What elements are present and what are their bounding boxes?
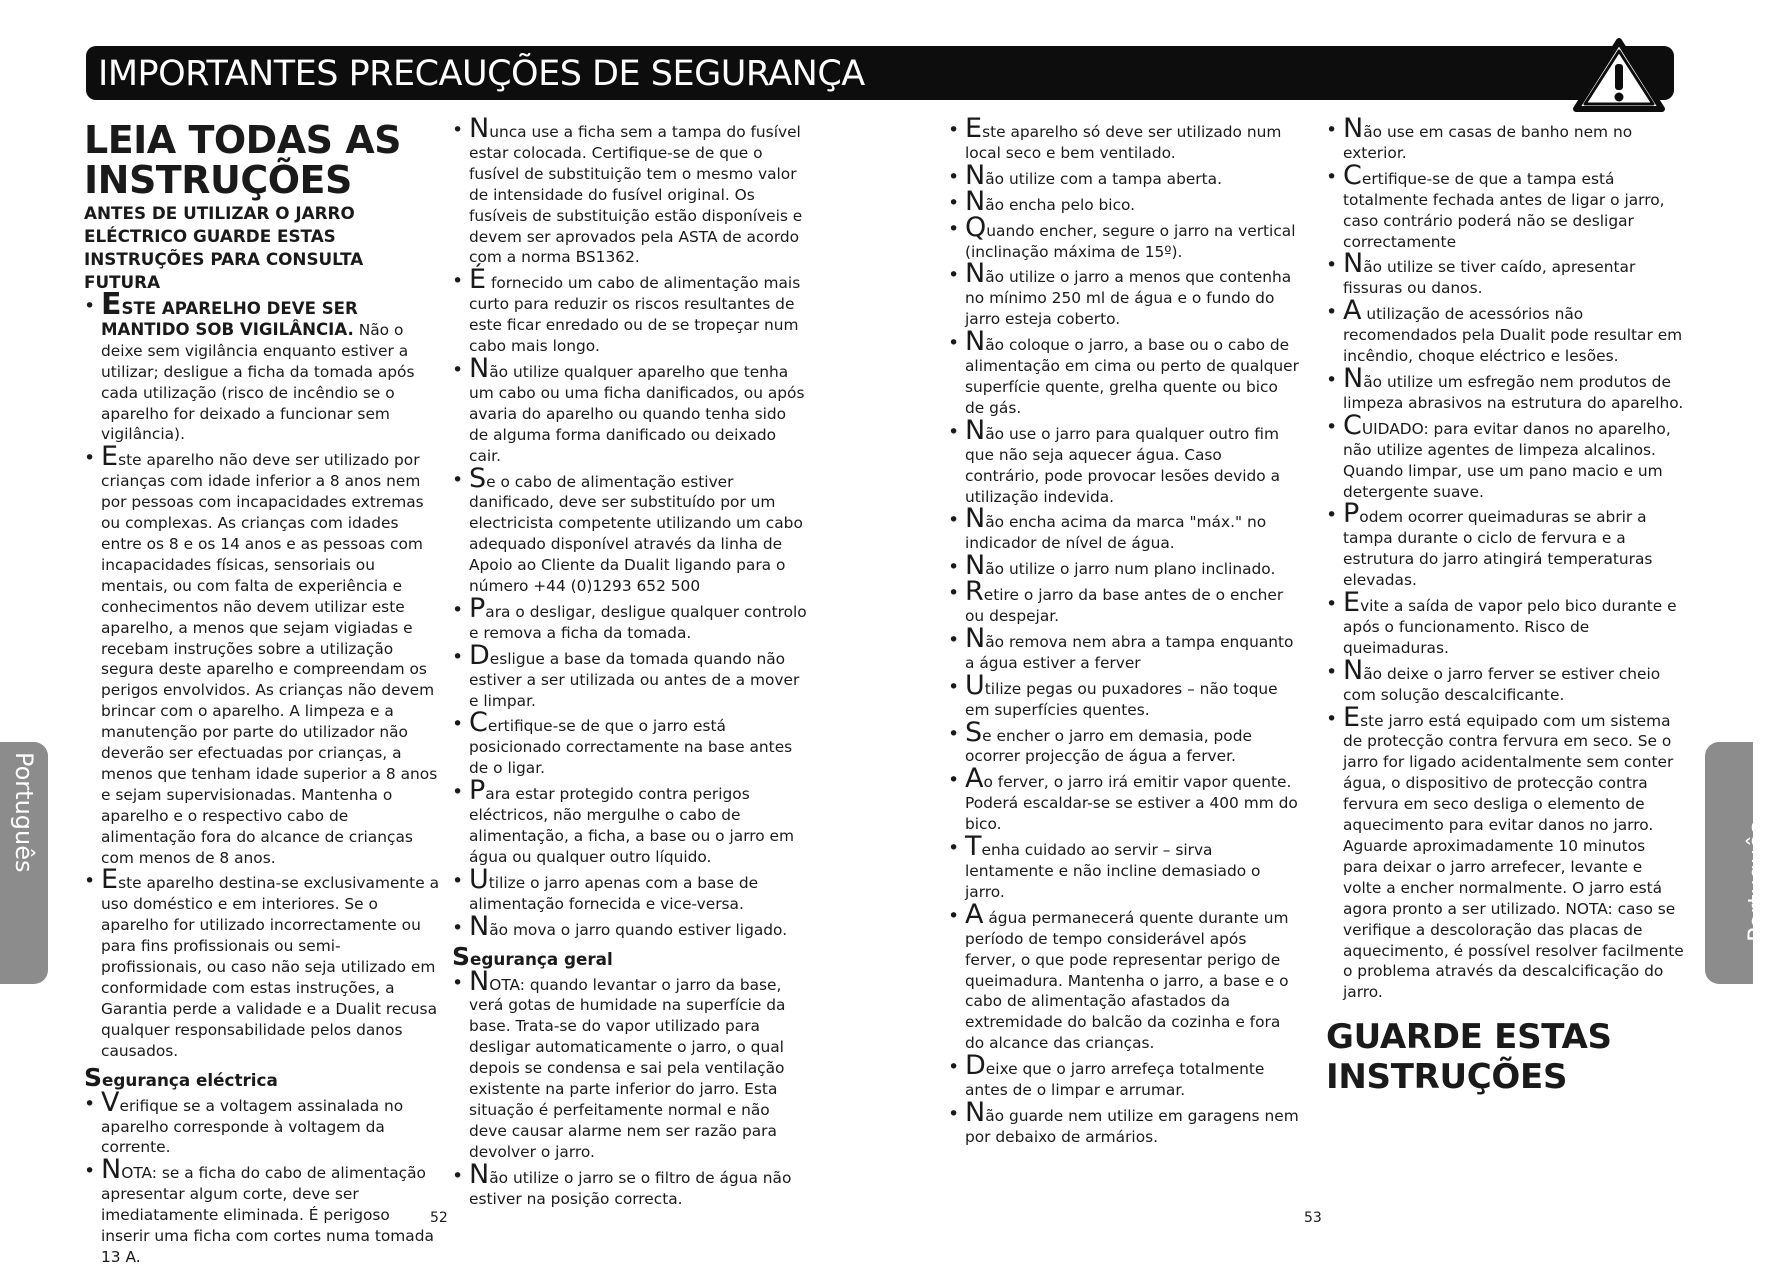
language-tab-left [0, 742, 48, 984]
bullet-icon: • [948, 264, 960, 287]
list-item: • Este aparelho destina-se exclusivamente a uso doméstico e em interiores. Se o aparelho for utilizado incorrectamente ou para fins profissionais ou semi-profissionais, ou caso não seja utilizado em conformidade com estas instruções, a Garantia perde a validade e a Dualit recusa qualquer responsabilidade pelos danos causados. [84, 864, 439, 1060]
bullet-icon: • [1326, 368, 1338, 391]
list [84, 1086, 440, 1268]
bullet-icon: • [948, 332, 960, 355]
list-item: • Não utilize o jarro se o filtro de água não estiver na posição correcta. [452, 1158, 792, 1208]
main-heading: LEIA TODAS AS INSTRUÇÕES [84, 118, 402, 202]
list-item: • NOTA: se a ficha do cabo de alimentação apresentar algum corte, deve ser imediatamente eliminada. É perigoso inserir uma ficha com cortes numa tomada 13 A. [84, 1154, 434, 1266]
list-item: • Certifique-se de que o jarro está posicionado correctamente na base antes de o ligar. [452, 707, 793, 778]
list-item: • Não remova nem abra a tampa enquanto a água estiver a ferver [948, 622, 1294, 672]
list [452, 113, 807, 942]
list-item: • É fornecido um cabo de alimentação mais curto para reduzir os riscos resultantes de este ficar enredado ou de se tropeçar num cabo mais longo. [452, 264, 801, 356]
bullet-icon: • [452, 598, 464, 621]
bullet-icon: • [1326, 660, 1338, 683]
column-3 [948, 113, 1300, 1151]
bullet-icon: • [948, 904, 960, 927]
list-item: • Desligue a base da tomada quando não estiver a ser utilizada ou antes de a mover e limpar. [452, 639, 800, 710]
bullet-icon: • [948, 556, 960, 579]
column-4 [1326, 113, 1684, 1098]
list-item: • Nunca use a ficha sem a tampa do fusível estar colocada. Certifique-se de que o fusível de substituição tem o mesmo valor de intensidade do fusível original. Os fusíveis de substituição estão disponíveis e devem ser aprovados pela ASTA de acordo com a norma BS1362. [452, 113, 803, 267]
section-heading: Segurança eléctrica [84, 1062, 278, 1092]
bullet-icon: • [84, 1160, 96, 1183]
bullet-icon: • [1326, 415, 1338, 438]
list-item: • Verifique se a voltagem assinalada no aparelho corresponde à voltagem da corrente. [84, 1086, 404, 1157]
list-item: • Se encher o jarro em demasia, pode ocorrer projecção de água a ferver. [948, 716, 1252, 766]
list-item: • Não mova o jarro quando estiver ligado. [452, 910, 788, 942]
list-item: • Não utilize o jarro num plano inclinado. [948, 550, 1276, 582]
list-item: • Ao ferver, o jarro irá emitir vapor quente. Poderá escaldar-se se estiver a 400 mm do bico. [948, 763, 1298, 834]
bullet-icon: • [452, 270, 464, 293]
closing-heading: GUARDE ESTAS INSTRUÇÕES [1326, 1017, 1612, 1098]
list-item: • Certifique-se de que a tampa está totalmente fechada antes de ligar o jarro, caso contrário poderá não se desligar correctamente [1326, 159, 1665, 251]
list-item: • Se o cabo de alimentação estiver danificado, deve ser substituído por um electricista competente utilizando um cabo adequado disponível através da linha de Apoio ao Cliente da Dualit ligando para o número +44 (0)1293 652 500 [452, 462, 803, 596]
list [452, 965, 807, 1210]
bullet-icon: • [1326, 165, 1338, 188]
list-item: • Não use em casas de banho nem no exterior. [1326, 113, 1633, 162]
list-item: • CUIDADO: para evitar danos no aparelho, não utilize agentes de limpeza alcalinos. Quando limpar, use um pano macio e um detergente suave. [1326, 409, 1671, 501]
bullet-icon: • [452, 1164, 464, 1187]
bullet-icon: • [1326, 254, 1338, 277]
bullet-icon: • [948, 191, 960, 214]
bullet-icon: • [84, 447, 96, 470]
list-item: • Podem ocorrer queimaduras se abrir a tampa durante o ciclo de fervura e a estrutura do jarro atingirá temperaturas elevadas. [1326, 498, 1653, 590]
bullet-icon: • [452, 971, 464, 994]
bullet-icon: • [452, 358, 464, 381]
list-item: • Não encha acima da marca "máx." no indicador de nível de água. [948, 503, 1267, 553]
bullet-icon: • [84, 1092, 96, 1115]
list-item: • Quando encher, segure o jarro na vertical (inclinação máxima de 15º). [948, 211, 1296, 261]
list-item: • Tenha cuidado ao servir – sirva lentamente e não incline demasiado o jarro. [948, 831, 1261, 901]
list-item: • Não utilize qualquer aparelho que tenha um cabo ou uma ficha danificados, ou após avaria do aparelho ou quando tenha sido de alguma forma danificado ou deixado cair. [452, 352, 805, 465]
bullet-icon: • [948, 769, 960, 792]
list-item: • Este jarro está equipado com um sistema de protecção contra fervura em seco. Se o jarro for ligado acidentalmente sem conter água, o dispositivo de protecção contra fervura em seco desliga o elemento de aquecimento para evitar danos no jarro. Aguarde aproximadamente 10 minutos para deixar o jarro arrefecer, levante e volte a encher normalmente. O jarro está agora pronto a ser utilizado. NOTA: caso se verifique a descoloração das placas de aquecimento, é possível resolver facilmente o problema através da descalcificação do jarro. [1326, 701, 1684, 1002]
bullet-icon: • [948, 1056, 960, 1079]
warning-triangle-icon [1570, 36, 1668, 114]
bullet-icon: • [948, 628, 960, 651]
list-item: • Não coloque o jarro, a base ou o cabo de alimentação em cima ou perto de qualquer superfície quente, grelha quente ou bico de gás. [948, 326, 1299, 417]
bullet-icon: • [948, 722, 960, 745]
list [84, 441, 440, 1061]
bullet-icon: • [84, 295, 96, 317]
bullet-icon: • [948, 582, 960, 605]
bullet-icon: • [948, 837, 960, 860]
language-label: Português [1743, 821, 1771, 942]
bullet-icon: • [948, 217, 960, 240]
bullet-icon: • [1326, 707, 1338, 730]
bullet-icon: • [948, 1102, 960, 1125]
bullet-icon: • [452, 119, 464, 141]
list-item: • Para o desligar, desligue qualquer controlo e remova a ficha da tomada. [452, 592, 807, 642]
list-item: • Utilize pegas ou puxadores – não toque em superfícies quentes. [948, 669, 1278, 719]
bullet-icon: • [452, 713, 464, 736]
sub-heading: ANTES DE UTILIZAR O JARRO ELÉCTRICO GUARDE ESTAS INSTRUÇÕES PARA CONSULTA FUTURA [84, 203, 364, 292]
list-item: • Não utilize com a tampa aberta. [948, 159, 1222, 191]
list-item: • Não utilize o jarro a menos que contenha no mínimo 250 ml de água e o fundo do jarro esteja coberto. [948, 258, 1292, 329]
list-item: • A utilização de acessórios não recomendados pela Dualit pode resultar em incêndio, choque eléctrico e lesões. [1326, 295, 1683, 366]
bullet-icon: • [1326, 593, 1338, 616]
section-heading: Segurança geral [452, 941, 613, 971]
bullet-icon: • [1326, 119, 1338, 141]
bullet-icon: • [948, 119, 960, 141]
list-item: • Não encha pelo bico. [948, 185, 1136, 217]
bullet-icon: • [1326, 504, 1338, 527]
page-title: IMPORTANTES PRECAUÇÕES DE SEGURANÇA [98, 54, 865, 94]
column-2 [452, 113, 807, 1213]
list-item: • Não guarde nem utilize em garagens nem por debaixo de armários. [948, 1096, 1299, 1146]
list-item: • Evite a saída de vapor pelo bico durante e após o funcionamento. Risco de queimaduras. [1326, 587, 1677, 657]
list [948, 113, 1300, 1148]
bullet-icon: • [948, 420, 960, 443]
bullet-icon: • [452, 869, 464, 892]
list-item: • ESTE APARELHO DEVE SER MANTIDO SOB VIGILÂNCIA. Não o deixe sem vigilância enquanto estiver a utilizar; desligue a ficha da tomada após cada utilização (risco de incêndio se o aparelho for deixado a funcionar sem vigilância). [84, 287, 415, 444]
language-tab-right [1705, 742, 1771, 984]
list-item: • Deixe que o jarro arrefeça totalmente antes de o limpar e arrumar. [948, 1050, 1265, 1100]
list-item: • Não utilize se tiver caído, apresentar fissuras ou danos. [1326, 248, 1636, 298]
list-item: • NOTA: quando levantar o jarro da base, verá gotas de humidade na superfície da base. Trata-se do vapor utilizado para desligar automaticamente o jarro, o qual depois se condensa e sai pela ventilação existente na parte inferior do jarro. Esta situação é perfeitamente normal e não deve causar alarme nem ser razão para devolver o jarro. [452, 965, 786, 1161]
bullet-icon: • [452, 645, 464, 668]
page-number: 52 [430, 1210, 448, 1226]
list [1326, 113, 1684, 1003]
list-item: • Para estar protegido contra perigos eléctricos, não mergulhe o cabo de alimentação, a ficha, a base ou o jarro em água ou qualquer outro líquido. [452, 775, 795, 866]
language-label: Português [10, 752, 38, 873]
bullet-icon: • [1326, 301, 1338, 324]
list-item: • Utilize o jarro apenas com a base de alimentação fornecida e vice-versa. [452, 863, 759, 913]
list-item: • Este aparelho só deve ser utilizado num local seco e bem ventilado. [948, 113, 1282, 162]
list-item: • Este aparelho não deve ser utilizado por crianças com idade inferior a 8 anos nem por pessoas com incapacidades extremas ou complexas. As crianças com idades entre os 8 e os 14 anos e as pessoas com incapacidades físicas, sensoriais ou mentais, ou com falta de experiência e conhecimentos não devem utilizar este aparelho, a menos que sejam vigiadas e recebam instruções sobre a utilização segura deste aparelho e compreendam os perigos envolvidos. As crianças não devem brincar com o aparelho. A limpeza e a manutenção por parte do utilizador não deverão ser efectuadas por crianças, a menos que tenham idade superior a 8 anos e sejam supervisionadas. Mantenha o aparelho e o respectivo cabo de alimentação fora do alcance de crianças com menos de 8 anos. [84, 441, 438, 867]
list-item: • A água permanecerá quente durante um período de tempo considerável após ferver, o que pode representar perigo de queimadura. Mantenha o jarro, a base e o cabo de alimentação afastados da extremidade do balcão da cozinha e fora do alcance das crianças. [948, 898, 1289, 1053]
bullet-icon: • [948, 509, 960, 532]
bullet-icon: • [452, 468, 464, 491]
bullet-icon: • [948, 675, 960, 698]
page-number: 53 [1304, 1210, 1322, 1226]
column-1 [84, 120, 440, 1271]
bullet-icon: • [84, 870, 96, 893]
list-item: • Não use o jarro para qualquer outro fim que não seja aquecer água. Caso contrário, pode provocar lesões devido a utilização indevida. [948, 414, 1281, 506]
list-item: • Retire o jarro da base antes de o encher ou despejar. [948, 576, 1284, 626]
bullet-icon: • [452, 916, 464, 939]
bullet-icon: • [452, 781, 464, 804]
bullet-icon: • [948, 165, 960, 188]
list-item: • Não deixe o jarro ferver se estiver cheio com solução descalcificante. [1326, 654, 1661, 704]
list-item: • Não utilize um esfregão nem produtos de limpeza abrasivos na estrutura do aparelho. [1326, 362, 1684, 412]
